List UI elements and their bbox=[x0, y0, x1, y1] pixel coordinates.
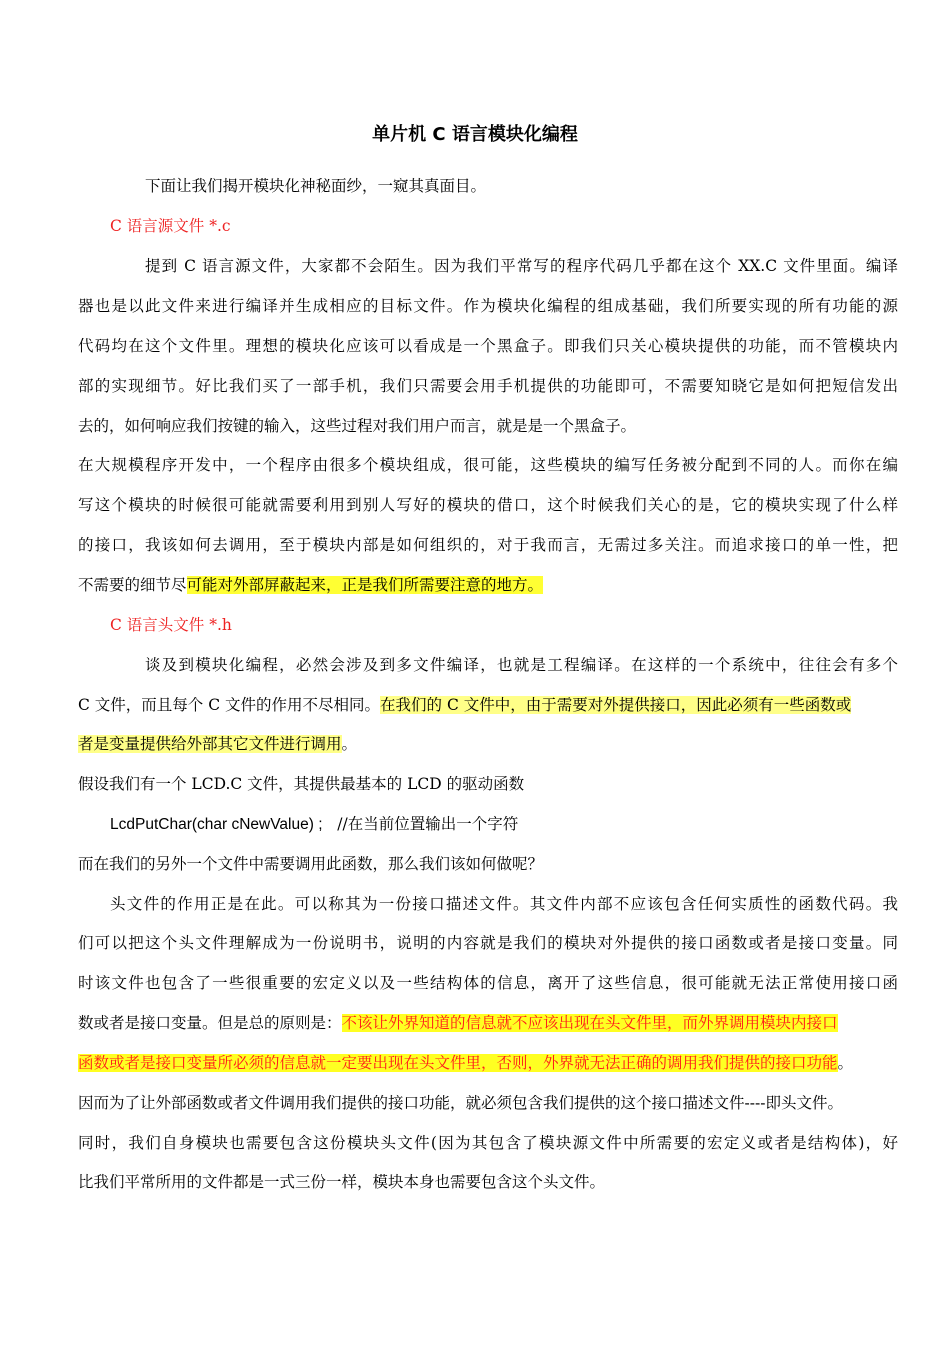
plain-text: 。 bbox=[837, 1054, 854, 1072]
paragraph-line: 在大规模程序开发中，一个程序由很多个模块组成，很可能，这些模块的编写任务被分配到不同的人。而你在编 bbox=[78, 456, 898, 474]
highlighted-text: 者是变量提供给外部其它文件进行调用 bbox=[78, 735, 342, 753]
highlighted-warning-text: 函数或者是接口变量所必须的信息就一定要出现在头文件里，否则，外界就无法正确的调用我们提供的接口功能 bbox=[78, 1054, 838, 1072]
code-text: LcdPutChar(char cNewValue) ; bbox=[110, 816, 323, 833]
highlighted-text: 在我们的 C 文件中，由于需要对外提供接口，因此必须有一些函数或 bbox=[380, 696, 852, 714]
code-line bbox=[110, 804, 898, 844]
paragraph-line: 头文件的作用正是在此。可以称其为一份接口描述文件。其文件内部不应该包含任何实质性的函数代码。我 bbox=[110, 895, 898, 913]
highlighted-warning-text: 不该让外界知道的信息就不应该出现在头文件里，而外界调用模块内接口 bbox=[341, 1014, 838, 1032]
paragraph-line: 写这个模块的时候很可能就需要利用到别人写好的模块的借口，这个时候我们关心的是，它的模块实现了什么样 bbox=[78, 496, 898, 514]
paragraph-line: 部的实现细节。好比我们买了一部手机，我们只需要会用手机提供的功能即可，不需要知晓它是如何把短信发出 bbox=[78, 377, 898, 395]
paragraph-line: 去的，如何响应我们按键的输入，这些过程对我们用户而言，就是是一个黑盒子。 bbox=[78, 417, 637, 435]
section-heading-c-source: C 语言源文件 *.c bbox=[110, 217, 231, 235]
paragraph-line bbox=[78, 685, 898, 725]
paragraph-line: 器也是以此文件来进行编译并生成相应的目标文件。作为模块化编程的组成基础，我们所要实现的所有功能的源 bbox=[78, 297, 898, 315]
intro-paragraph: 下面让我们揭开模块化神秘面纱，一窥其真面目。 bbox=[145, 177, 487, 195]
section-heading-c-header: C 语言头文件 *.h bbox=[110, 616, 232, 634]
paragraph-line bbox=[78, 1003, 898, 1043]
paragraph-line: 因而为了让外部函数或者文件调用我们提供的接口功能，就必须包含我们提供的这个接口描述文件----即头文件。 bbox=[78, 1094, 843, 1112]
paragraph-line: 比我们平常所用的文件都是一式三份一样，模块本身也需要包含这个头文件。 bbox=[78, 1173, 606, 1191]
plain-text: C 文件，而且每个 C 文件的作用不尽相同。 bbox=[78, 696, 381, 714]
plain-text: 数或者是接口变量。但是总的原则是： bbox=[78, 1014, 342, 1032]
paragraph-line: 时该文件也包含了一些很重要的宏定义以及一些结构体的信息，离开了这些信息，很可能就无法正常使用接口函 bbox=[78, 974, 898, 992]
paragraph-line bbox=[78, 724, 898, 764]
paragraph-line bbox=[78, 1043, 898, 1083]
paragraph-line: 们可以把这个头文件理解成为一份说明书，说明的内容就是我们的模块对外提供的接口函数或者是接口变量。同 bbox=[78, 934, 898, 952]
paragraph-line: 同时，我们自身模块也需要包含这份模块头文件(因为其包含了模块源文件中所需要的宏定义或者是结构体)，好 bbox=[78, 1134, 898, 1152]
highlighted-text: 可能对外部屏蔽起来，正是我们所需要注意的地方。 bbox=[186, 576, 544, 594]
paragraph-line: 而在我们的另外一个文件中需要调用此函数，那么我们该如何做呢？ bbox=[78, 855, 544, 873]
document-title: 单片机 C 语言模块化编程 bbox=[372, 124, 578, 145]
paragraph-line: 代码均在这个文件里。理想的模块化应该可以看成是一个黑盒子。即我们只关心模块提供的功能，而不管模块内 bbox=[78, 337, 898, 355]
paragraph-line: 谈及到模块化编程，必然会涉及到多文件编译，也就是工程编译。在这样的一个系统中，往往会有多个 bbox=[145, 656, 898, 674]
plain-text: 不需要的细节尽 bbox=[78, 576, 187, 594]
paragraph-line bbox=[78, 565, 898, 605]
paragraph-line: 的接口，我该如何去调用，至于模块内部是如何组织的，对于我而言，无需过多关注。而追求接口的单一性，把 bbox=[78, 536, 898, 554]
paragraph-line: 假设我们有一个 LCD.C 文件，其提供最基本的 LCD 的驱动函数 bbox=[78, 775, 525, 793]
paragraph-line: 提到 C 语言源文件，大家都不会陌生。因为我们平常写的程序代码几乎都在这个 XX.C 文件里面。编译 bbox=[145, 257, 898, 275]
plain-text: 。 bbox=[341, 735, 358, 753]
code-comment: //在当前位置输出一个字符 bbox=[337, 815, 519, 833]
